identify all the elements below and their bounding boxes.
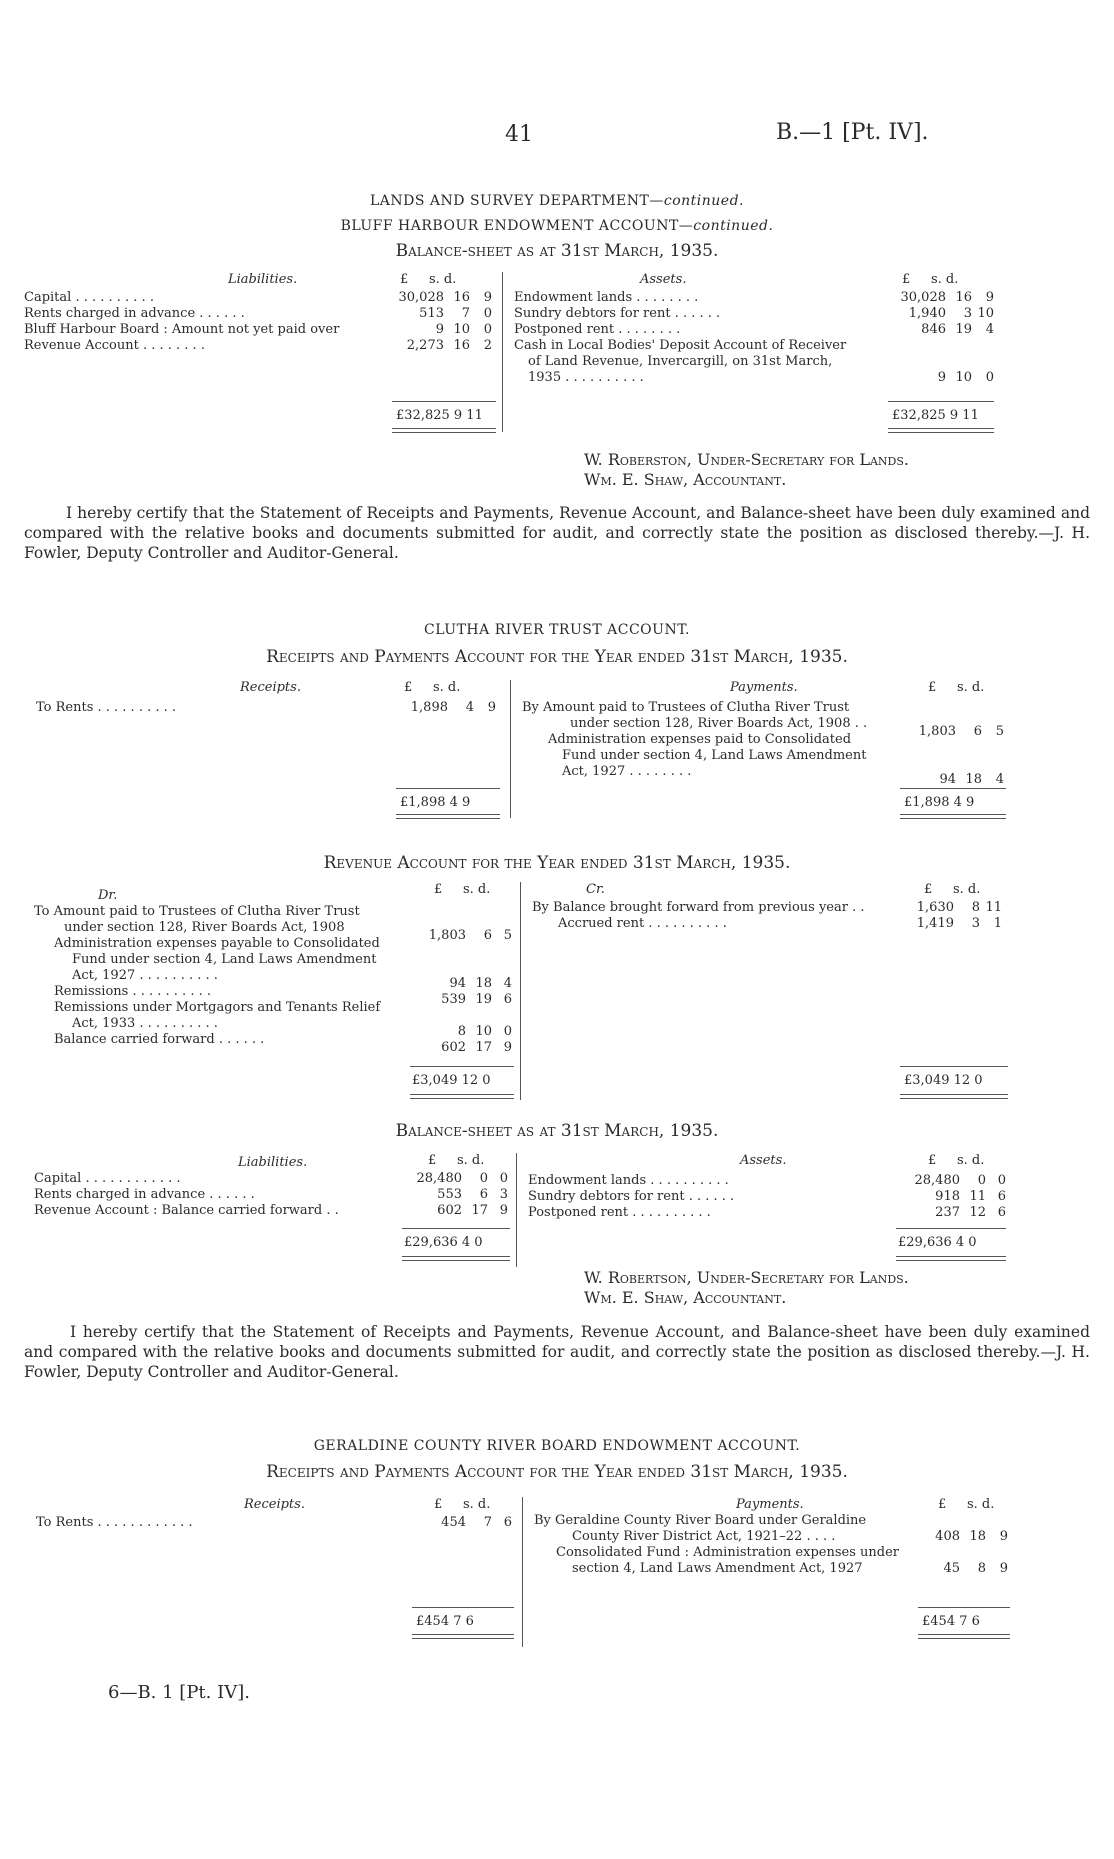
clutha-account-title: CLUTHA RIVER TRUST ACCOUNT.	[424, 622, 690, 638]
department-heading: LANDS AND SURVEY DEPARTMENT—continued.	[369, 193, 744, 209]
footer-signature-mark: 6—B. 1 [Pt. IV].	[108, 1682, 250, 1703]
table-row: Capital . . . . . . . . . .	[24, 290, 154, 305]
table-row: Postponed rent . . . . . . . . . .	[528, 1205, 711, 1220]
bluff-assets-shillings: 16 3 19 10	[955, 290, 972, 385]
clutha-receipts-labels	[36, 700, 376, 716]
bluff-assets-total: £32,825 9 11	[892, 408, 979, 423]
geraldine-receipts-payments-title: Receipts and Payments Account for the Year ended 31st March, 1935.	[266, 1462, 848, 1482]
table-row: Postponed rent . . . . . . . .	[514, 322, 681, 337]
bluff-liabilities-shillings: 16 7 10 16	[453, 290, 470, 353]
clutha-payments-heading: Payments.	[730, 680, 798, 695]
geraldine-receipts-labels	[36, 1515, 416, 1531]
table-row: County River District Act, 1921–22 . . . .	[572, 1529, 836, 1544]
table-row: section 4, Land Laws Amendment Act, 1927	[572, 1561, 863, 1576]
document-page: 41 B.—1 [Pt. IV]. LANDS AND SURVEY DEPARTMENT—continued. BLUFF HARBOUR ENDOWMENT ACCOUNT—continued. Balance-sheet as at 31st March, 1935. Liabilities. Assets. £ s. d. £ s. d. Capital . . . . . . . . . . Rents charged in advance . . . . . . Bluff Harbour Board : Amount not yet paid over Revenue Account . . . . . . . . 30,028 513 9 2,273 16 7 10 16 9 0 0 2 Endowment lands . . . . . . . . Sundry debtors for rent . . . . . . Postponed rent . . . . . . . . Cash in Local Bodies' Deposit Account of Receiver of Land Revenue, Invercargill, on 31st March, 1935 . . . . . . . . . . 30,028 1,940 846 9 16 3 19 10 9 10 4 0 £32,825 9 11 £32,825 9 11 W. Roberston, Under-Secretary for Lands. Wm. E. Shaw, Accountant. I hereby certify that the Statement of Receipts and Payments, Revenue Account, and Balance-sheet have been duly examined and compared with the relative books and documents submitted for audit, and correctly state the position as disclosed thereby.—J. H. Fowler, Deputy Controller and Auditor-General. CLUTHA RIVER TRUST ACCOUNT. Receipts and Payments Account for the Year ended 31st March, 1935. Receipts. Payments. £ s. d. £ s. d. To Rents . . . . . . . . . . 1,898 4 9 By Amount paid to Trustees of Clutha River Trust under section 128, River Boards Act, 1908 . . Administration expenses paid to Consolidated Fund under section 4, Land Laws Amendment Act, 1927 . . . . . . . . 1,803 94 6 18 5 4 £1,898 4 9 £1,898 4 9 Revenue Account for the Year ended 31st March, 1935. Dr. Cr. £ s. d. £ s. d. To Amount paid to Trustees of Clutha River Trust under section 128, River Boards Act, 1908 Administration expenses payable to Consolidated Fund under section 4, Land Laws Amendment Act, 1927 . . . . . . . . . . Remissions . . . . . . . . . . Remissions under Mortgagors and Tenants Relief Act, 1933 . . . . . . . . . . Balance carried forward . . . . . . 1,803 94 539 8 602 6 18 19 10 17 5 4 6 0 9 By Balance brought forward from previous year . . Accrued rent . . . . . . . . . . 1,630 1,419 8 3 11 1 £3,049 12 0 £3,049 12 0 Balance-sheet as at 31st March, 1935. Liabilities. Assets. £ s. d. £ s. d. Capital . . . . . . . . . . . . Rents charged in advance . . . . . . Revenue Account : Balance carried forward . . 28,480 553 602 0 6 17 0 3 9 Endowment lands . . . . . . . . . . Sundry debtors for rent . . . . . . Postponed rent . . . . . . . . . . 28,480 918 237 0 11 12 0 6 6 £29,636 4 0 £29,636 4 0 W. Robertson, Under-Secretary for Lands. Wm. E. Shaw, Accountant. I hereby certify that the Statement of Receipts and Payments, Revenue Account, and Balance-sheet have been duly examined and compared with the relative books and documents submitted for audit, and correctly state the position as disclosed thereby.—J. H. Fowler, Deputy Controller and Auditor-General. GERALDINE COUNTY RIVER BOARD ENDOWMENT ACCOUNT. Receipts and Payments Account for the Year ended 31st March, 1935. Receipts. Payments. £ s. d. £ s. d. To Rents . . . . . . . . . . . . 454 7 6 By Geraldine County River Board under Geraldine County River District Act, 1921–22 . . . . Consolidated Fund : Administration expenses under section 4, Land Laws Amendment Act, 1927 408 45 18 8 9 9 £454 7 6 £454 7 6 6—B. 1 [Pt. IV].	[0, 0, 1114, 1859]
table-row: To Rents . . . . . . . . . .	[36, 700, 177, 715]
geraldine-receipts-heading: Receipts.	[244, 1497, 305, 1512]
geraldine-payments-labels	[534, 1513, 914, 1577]
clutha-signature-under-secretary: W. Robertson, Under-Secretary for Lands.	[584, 1268, 909, 1287]
clutha-liabilities-heading: Liabilities.	[238, 1155, 308, 1170]
table-row: Revenue Account . . . . . . . .	[24, 338, 205, 353]
clutha-credit-heading: Cr.	[586, 882, 605, 897]
clutha-liabilities-labels	[34, 1171, 404, 1219]
table-row: Endowment lands . . . . . . . . . .	[528, 1173, 729, 1188]
clutha-debit-heading: Dr.	[98, 888, 118, 903]
bluff-liabilities-heading: Liabilities.	[228, 272, 298, 287]
clutha-receipts-total: £1,898 4 9	[400, 795, 471, 810]
bluff-audit-certificate: I hereby certify that the Statement of Receipts and Payments, Revenue Account, and Balance-sheet have been duly examined and compared with the relative books and documents submitted for audit, and correctly state the position as disclosed thereby.—J. H. Fowler, Deputy Controller and Auditor-General.	[24, 504, 1090, 562]
table-row: Act, 1927 . . . . . . . . . .	[72, 968, 218, 983]
clutha-assets-labels	[528, 1173, 898, 1221]
column-divider	[510, 680, 511, 818]
table-row: By Balance brought forward from previous year . .	[532, 900, 865, 915]
table-row: Consolidated Fund : Administration expenses under	[556, 1545, 899, 1560]
bluff-liabilities-total: £32,825 9 11	[396, 408, 483, 423]
table-row: To Rents . . . . . . . . . . . .	[36, 1515, 193, 1530]
bluff-assets-pence: 9 10 4 0	[977, 290, 994, 385]
table-row: By Geraldine County River Board under Geraldine	[534, 1513, 867, 1528]
clutha-rp-right-currency: £ s. d.	[928, 680, 985, 695]
bluff-assets-heading: Assets.	[640, 272, 687, 287]
bluff-balance-sheet-title: Balance-sheet as at 31st March, 1935.	[395, 241, 719, 261]
table-row: 1935 . . . . . . . . . .	[528, 370, 644, 385]
page-number: 41	[505, 122, 533, 147]
table-row: Balance carried forward . . . . . .	[54, 1032, 265, 1047]
table-row: Rents charged in advance . . . . . .	[24, 306, 245, 321]
clutha-bs-left-currency: £ s. d.	[428, 1153, 485, 1168]
clutha-balance-sheet-title: Balance-sheet as at 31st March, 1935.	[395, 1121, 719, 1141]
table-row: Sundry debtors for rent . . . . . .	[514, 306, 721, 321]
bluff-signature-accountant: Wm. E. Shaw, Accountant.	[584, 470, 787, 489]
clutha-assets-heading: Assets.	[740, 1153, 787, 1168]
geraldine-right-currency: £ s. d.	[938, 1497, 995, 1512]
column-divider	[520, 882, 521, 1100]
clutha-credit-total: £3,049 12 0	[904, 1073, 983, 1088]
clutha-ra-left-currency: £ s. d.	[434, 882, 491, 897]
table-row: of Land Revenue, Invercargill, on 31st March,	[528, 354, 833, 369]
clutha-rp-left-currency: £ s. d.	[404, 680, 461, 695]
document-reference: B.—1 [Pt. IV].	[776, 120, 929, 145]
geraldine-receipts-total: £454 7 6	[416, 1614, 474, 1629]
table-row: Fund under section 4, Land Laws Amendment	[562, 748, 867, 763]
table-row: Remissions . . . . . . . . . .	[54, 984, 211, 999]
clutha-receipts-payments-title: Receipts and Payments Account for the Year ended 31st March, 1935.	[266, 647, 848, 667]
bluff-assets-labels	[514, 290, 884, 386]
bluff-signature-under-secretary: W. Roberston, Under-Secretary for Lands.	[584, 450, 909, 469]
bluff-liabilities-pounds: 30,028 513 9 2,273	[398, 290, 444, 353]
column-divider	[522, 1497, 523, 1647]
clutha-liabilities-total: £29,636 4 0	[404, 1235, 483, 1250]
table-row: Act, 1933 . . . . . . . . . .	[72, 1016, 218, 1031]
clutha-debit-total: £3,049 12 0	[412, 1073, 491, 1088]
table-row: Fund under section 4, Land Laws Amendment	[72, 952, 377, 967]
geraldine-payments-heading: Payments.	[736, 1497, 804, 1512]
table-row: By Amount paid to Trustees of Clutha River Trust	[522, 700, 850, 715]
column-divider	[516, 1153, 517, 1267]
bluff-account-title: BLUFF HARBOUR ENDOWMENT ACCOUNT—continued.	[340, 218, 774, 234]
clutha-bs-right-currency: £ s. d.	[928, 1153, 985, 1168]
bluff-liabilities-labels	[24, 290, 394, 354]
table-row: Act, 1927 . . . . . . . .	[562, 764, 692, 779]
geraldine-left-currency: £ s. d.	[434, 1497, 491, 1512]
clutha-audit-certificate: I hereby certify that the Statement of Receipts and Payments, Revenue Account, and Balance-sheet have been duly examined and compared with the relative books and documents submitted for audit, and correctly state the position as disclosed thereby.—J. H. Fowler, Deputy Controller and Auditor-General.	[24, 1323, 1090, 1381]
table-row: Bluff Harbour Board : Amount not yet paid over	[24, 322, 340, 337]
bluff-liabilities-pence: 9 0 0 2	[483, 290, 492, 353]
column-divider	[502, 272, 503, 432]
table-row: Accrued rent . . . . . . . . . .	[558, 916, 727, 931]
table-row: Revenue Account : Balance carried forward . .	[34, 1203, 339, 1218]
clutha-payments-labels	[522, 700, 902, 780]
geraldine-payments-total: £454 7 6	[922, 1614, 980, 1629]
table-row: under section 128, River Boards Act, 1908	[64, 920, 345, 935]
bluff-assets-pounds: 30,028 1,940 846 9	[900, 290, 946, 385]
table-row: Cash in Local Bodies' Deposit Account of Receiver	[514, 338, 847, 353]
table-row: To Amount paid to Trustees of Clutha River Trust	[34, 904, 360, 919]
clutha-credit-labels	[532, 900, 902, 932]
table-row: Rents charged in advance . . . . . .	[34, 1187, 255, 1202]
clutha-revenue-account-title: Revenue Account for the Year ended 31st March, 1935.	[323, 853, 791, 873]
table-row: Endowment lands . . . . . . . .	[514, 290, 699, 305]
bluff-right-currency-header: £ s. d.	[902, 272, 959, 287]
clutha-assets-total: £29,636 4 0	[898, 1235, 977, 1250]
bluff-left-currency-header: £ s. d.	[400, 272, 457, 287]
table-row: Administration expenses paid to Consolidated	[548, 732, 852, 747]
clutha-signature-accountant: Wm. E. Shaw, Accountant.	[584, 1288, 787, 1307]
table-row: Capital . . . . . . . . . . . .	[34, 1171, 181, 1186]
clutha-payments-total: £1,898 4 9	[904, 795, 975, 810]
clutha-receipts-heading: Receipts.	[240, 680, 301, 695]
geraldine-account-title: GERALDINE COUNTY RIVER BOARD ENDOWMENT ACCOUNT.	[313, 1438, 801, 1454]
table-row: Administration expenses payable to Consolidated	[54, 936, 380, 951]
clutha-debit-labels	[34, 904, 404, 1048]
table-row: under section 128, River Boards Act, 1908 . .	[570, 716, 868, 731]
table-row: Sundry debtors for rent . . . . . .	[528, 1189, 735, 1204]
table-row: Remissions under Mortgagors and Tenants Relief	[54, 1000, 381, 1015]
clutha-ra-right-currency: £ s. d.	[924, 882, 981, 897]
